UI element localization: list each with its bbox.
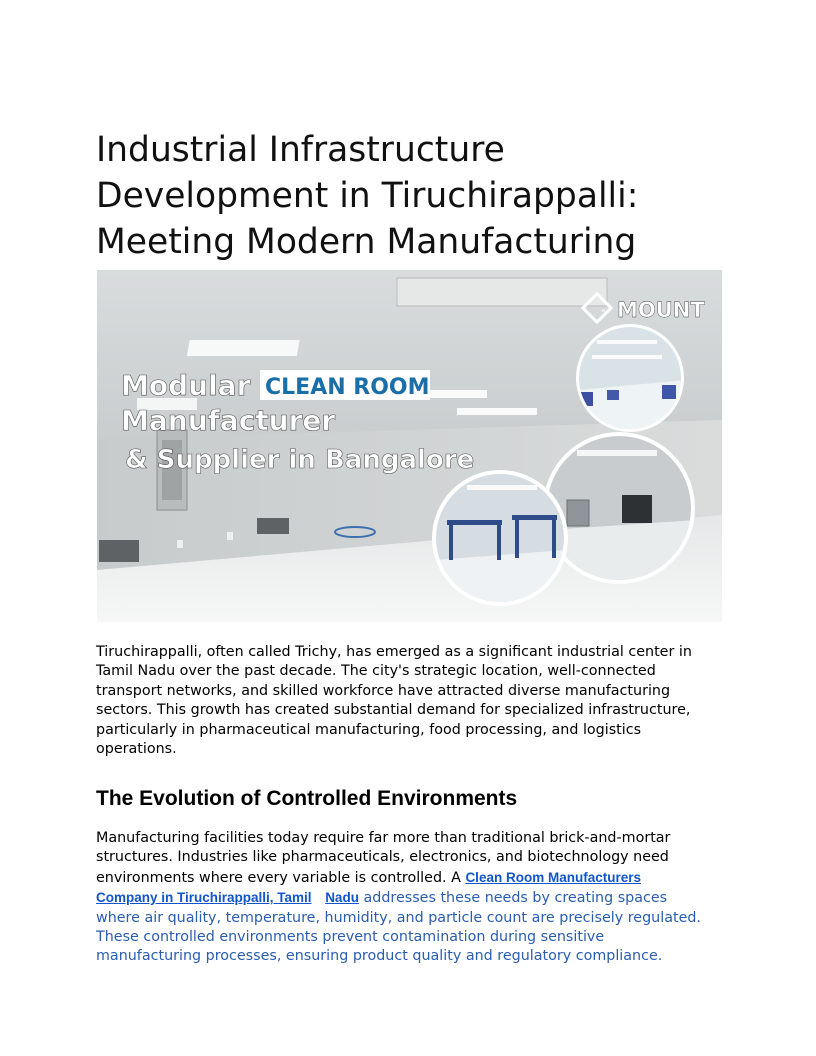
paragraph-line: manufacturing processes, ensuring product quality and regulatory compliance. [96, 948, 663, 965]
paragraph-line: operations. [96, 741, 177, 758]
inset-photo-bottom [432, 470, 568, 606]
clean-room-link[interactable]: Clean Room Manufacturers [465, 869, 641, 885]
paragraph-line: Tiruchirappalli, often called Trichy, has emerged as a significant industrial center in [96, 644, 692, 660]
paragraph-line: Tamil Nadu over the past decade. The city's strategic location, well-connected [96, 663, 656, 680]
paragraph-line [96, 888, 736, 908]
paragraph-line: These controlled environments prevent contamination during sensitive [96, 929, 605, 946]
hero-line-2: Manufacturer [121, 404, 336, 437]
clean-room-badge-text: CLEAN ROOM [265, 375, 430, 400]
section-heading: The Evolution of Controlled Environments [96, 787, 518, 810]
document-title [96, 127, 736, 265]
clean-room-link[interactable]: Company in Tiruchirappalli, Tamil [96, 890, 312, 906]
paragraph-line: structures. Industries like pharmaceuticals, electronics, and biotechnology need [96, 849, 669, 866]
section-paragraph [96, 829, 736, 967]
clean-room-link[interactable]: Nadu [325, 890, 359, 906]
paragraph-line: sectors. This growth has created substantial demand for specialized infrastructure, [96, 702, 691, 719]
svg-text:«: « [601, 306, 606, 315]
paragraph-line: transport networks, and skilled workforce have attracted diverse manufacturing [96, 682, 671, 699]
hero-heading-word: Modular [121, 369, 251, 402]
mount-logo [583, 294, 706, 322]
paragraph-line: Manufacturing facilities today require far more than traditional brick-and-mortar [96, 830, 671, 846]
paragraph-line [96, 868, 736, 888]
paragraph-text: addresses these needs by creating spaces [358, 890, 668, 907]
title-line: Development in Tiruchirappalli: [96, 176, 639, 216]
paragraph-line: particularly in pharmaceutical manufacturing, food processing, and logistics [96, 721, 642, 738]
title-line: Meeting Modern Manufacturing [96, 222, 637, 262]
hero-image [97, 270, 722, 622]
intro-paragraph [96, 643, 721, 759]
paragraph-text: environments where every variable is controlled. A [96, 869, 466, 886]
clean-room-photo [97, 270, 722, 622]
logo-text: MOUNT [617, 298, 705, 322]
hero-line-3: & Supplier in Bangalore [125, 445, 475, 475]
paragraph-line: where air quality, temperature, humidity, and particle count are precisely regulated. [96, 909, 701, 926]
title-line: Industrial Infrastructure [96, 130, 505, 170]
